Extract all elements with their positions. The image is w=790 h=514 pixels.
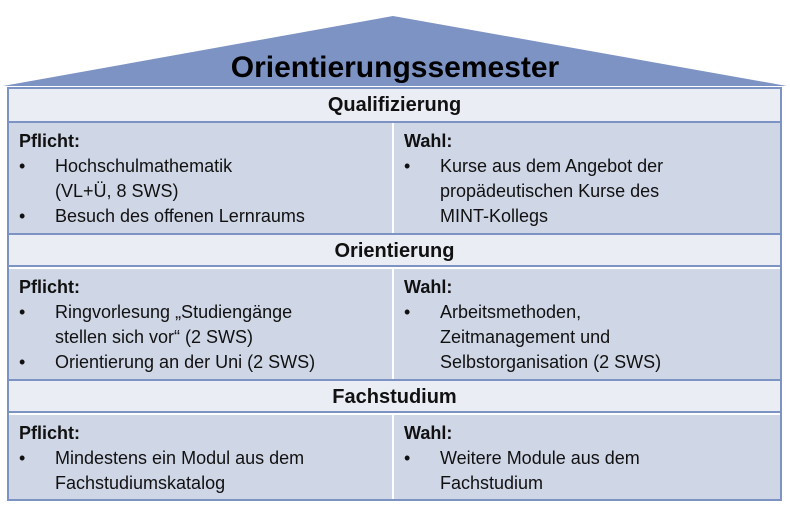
list-item (19, 154, 384, 204)
list-item (19, 446, 384, 496)
item-text: Ringvorlesung „Studiengänge stellen sich vor“ (2 SWS) (55, 302, 293, 347)
bullet-icon: • (19, 156, 26, 176)
bullet-icon: • (19, 352, 26, 372)
bullet-icon: • (19, 302, 26, 322)
list-item (19, 204, 384, 229)
item-text: Orientierung an der Uni (2 SWS) (55, 352, 316, 372)
wahl-label: Wahl: (404, 277, 453, 297)
bullet-icon: • (19, 448, 26, 468)
item-text: Besuch des offenen Lernraums (55, 206, 305, 226)
list-item (19, 350, 384, 375)
pflicht-label: Pflicht: (19, 277, 80, 297)
item-text: Arbeitsmethoden, Zeitmanagement und Selbstorganisation (2 SWS) (440, 302, 662, 372)
section-row-qualifizierung (9, 123, 780, 233)
section-row-fachstudium (9, 415, 780, 499)
pflicht-label: Pflicht: (19, 131, 80, 151)
pflicht-cell-qualifizierung (9, 123, 394, 233)
wahl-cell-fachstudium (394, 415, 780, 499)
diagram-title: Orientierungssemester (230, 51, 560, 84)
list-item (19, 300, 384, 350)
bullet-icon: • (19, 206, 26, 226)
bullet-icon: • (404, 448, 411, 468)
section-heading-qualifizierung: Qualifizierung (9, 89, 780, 123)
item-text: Kurse aus dem Angebot der propädeutischen Kurse des MINT-Kollegs (440, 156, 664, 226)
section-heading-fachstudium: Fachstudium (9, 379, 780, 413)
list-item (404, 154, 772, 229)
item-text: Hochschulmathematik (VL+Ü, 8 SWS) (55, 156, 233, 201)
bullet-icon: • (404, 156, 411, 176)
pflicht-label: Pflicht: (19, 423, 80, 443)
wahl-label: Wahl: (404, 423, 453, 443)
list-item (404, 300, 772, 375)
section-row-orientierung (9, 269, 780, 379)
wahl-label: Wahl: (404, 131, 453, 151)
wahl-cell-qualifizierung (394, 123, 780, 233)
item-text: Mindestens ein Modul aus dem Fachstudiumskatalog (55, 448, 305, 493)
wahl-cell-orientierung (394, 269, 780, 379)
house-body (7, 87, 782, 501)
list-item (404, 446, 772, 496)
item-text: Weitere Module aus dem Fachstudium (440, 448, 640, 493)
pflicht-cell-orientierung (9, 269, 394, 379)
section-heading-orientierung: Orientierung (9, 233, 780, 267)
pflicht-cell-fachstudium (9, 415, 394, 499)
bullet-icon: • (404, 302, 411, 322)
